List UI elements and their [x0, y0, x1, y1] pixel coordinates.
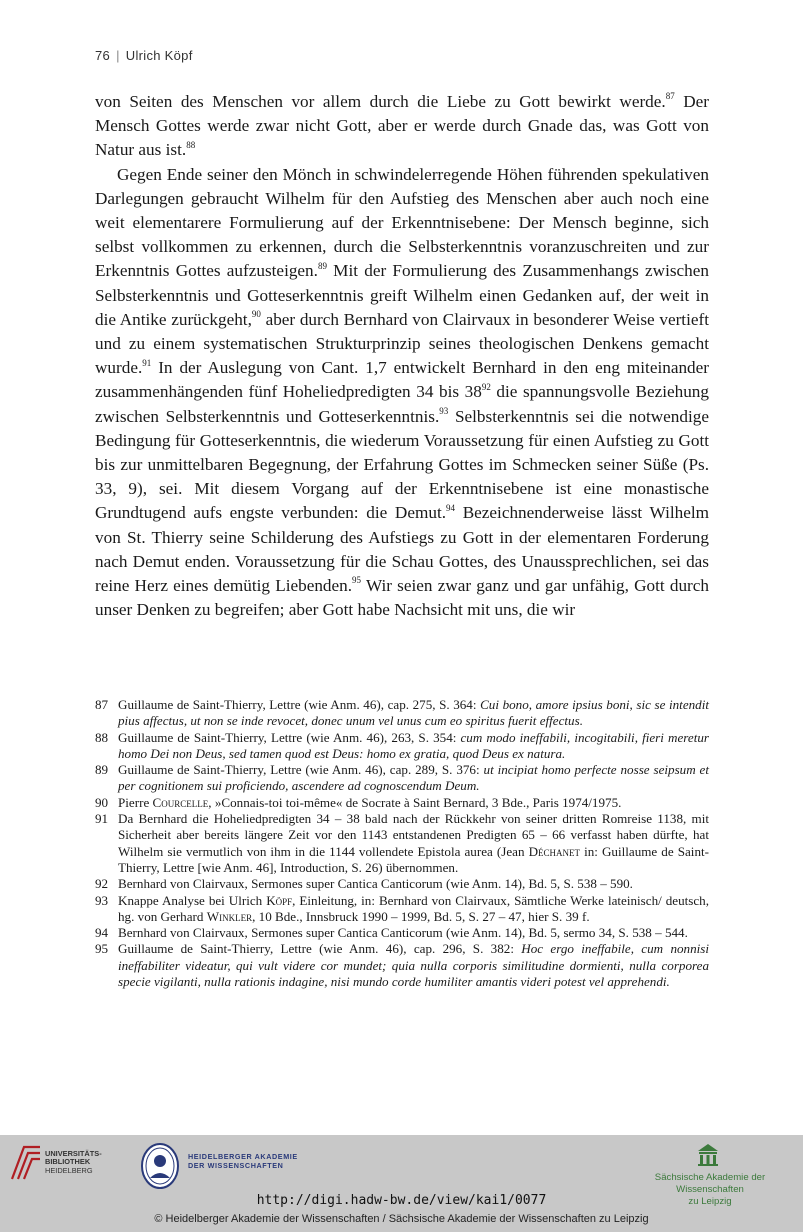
saw-line-1: Sächsische Akademie der Wissenschaften — [654, 1172, 766, 1195]
footnote-90 — [95, 795, 709, 811]
footnote-run: Guillaume de Saint-Thierry, Lettre (wie Anm. 46), cap. 289, S. 376: — [118, 762, 484, 778]
footnote-text — [118, 730, 709, 763]
footnote-ref-95[interactable]: 95 — [352, 575, 362, 586]
copyright-notice: © Heidelberger Akademie der Wissenschaften / Sächsische Akademie der Wissenschaften zu Leipzig — [154, 1213, 649, 1225]
ub-line-2: BIBLIOTHEK — [45, 1157, 91, 1167]
footnotes — [95, 697, 709, 990]
footnote-run: Guillaume de Saint-Thierry, Lettre (wie Anm. 46), cap. 296, S. 382: — [118, 941, 522, 957]
footnote-run: , 10 Bde., Innsbruck 1990 – 1999, Bd. 5, S. 27 – 47, hier S. 39 f. — [252, 908, 590, 924]
footnote-88 — [95, 730, 709, 763]
footnote-run: , Einleitung, in: Bernhard von Clairvaux, Sämtliche Werke lateinisch/ deutsch, hg. von Gerhard — [118, 892, 709, 924]
footnote-text: Bernhard von Clairvaux, Sermones super Cantica Canticorum (wie Anm. 14), Bd. 5, sermo 34, S. 538 – 544. — [118, 925, 688, 941]
footnote-run: Knappe Analyse bei Ulrich — [118, 892, 267, 908]
text-run: von Seiten des Menschen vor allem durch die Liebe zu Gott bewirkt werde. — [95, 92, 666, 111]
footnote-quote: Cui bono, amore ipsius boni, sic se intendit pius affectus, ut non se inde revocet, donec unum vel unus cum eo spiritus fuerit effectus. — [118, 697, 710, 729]
text-run: Mit der Formulierung des Zusammenhangs zwischen Selbsterkenntnis und Gotteserkenntnis greift Wilhelm einen Gedanken auf, der weit in die Antike zurückgeht, — [95, 261, 709, 329]
footnote-89 — [95, 762, 709, 795]
footnote-number: 88 — [95, 729, 109, 745]
footnote-95 — [95, 941, 709, 990]
hadw-line-2: DER WISSENSCHAFTEN — [188, 1161, 284, 1171]
text-run: Wir seien zwar ganz und gar unfähig, Gott durch unser Denken zu begreifen; aber Gott habe Nachsicht mit uns, die wir — [95, 576, 709, 620]
main-text — [95, 90, 709, 622]
footnote-text: Bernhard von Clairvaux, Sermones super Cantica Canticorum (wie Anm. 14), Bd. 5, S. 538 – 590. — [118, 876, 633, 892]
footnote-number: 90 — [95, 794, 109, 810]
text-run: aber durch Bernhard von Clairvaux in besonderer Weise vertieft und zu einem systematischen Strukturprinzip seines theologischen Denkens gemacht wurde. — [95, 309, 709, 378]
paragraph-2 — [95, 163, 709, 623]
running-head-author: Ulrich Köpf — [125, 48, 193, 63]
running-head — [95, 48, 193, 63]
footnote-run: Guillaume de Saint-Thierry, Lettre (wie Anm. 46), cap. 275, S. 364: — [118, 697, 481, 712]
footnote-text — [118, 762, 709, 795]
footnote-ref-94[interactable]: 94 — [446, 502, 456, 513]
footnote-number: 91 — [95, 811, 109, 827]
text-run: Der Mensch Gottes werde zwar nicht Gott, aber er werde durch Gnade das, was Gott von Natur aus ist. — [95, 92, 710, 160]
footnote-quote: Hoc ergo ineffabile, cum nonnisi ineffabiliter videatur, qui vult videre cor mundet; quia nulla corporis similitudine dormienti, nulla corporea specie vigilanti, nulla rationis indagine, nisi mundo corde humiliter amantis videri potest vel apprehendi. — [118, 941, 710, 990]
footnote-number: 92 — [95, 876, 109, 892]
footnote-92 — [95, 876, 709, 892]
footnote-ref-87[interactable]: 87 — [665, 91, 675, 102]
footnote-run: Pierre — [118, 794, 153, 810]
footnote-number: 95 — [95, 941, 109, 957]
saw-line-2: zu Leipzig — [688, 1196, 732, 1207]
ub-line-3: HEIDELBERG — [45, 1165, 93, 1175]
footnote-ref-92[interactable]: 92 — [481, 381, 491, 392]
ub-line-1: UNIVERSITÄTS- — [45, 1149, 102, 1158]
text-run: die spannungsvolle Beziehung zwischen Selbsterkenntnis und Gotteserkenntnis. — [95, 382, 709, 426]
footnote-run: Guillaume de Saint-Thierry, Lettre (wie Anm. 46), 263, S. 354: — [118, 729, 461, 745]
footnote-quote: ut incipiat homo perfecte nosse seipsum et per cognitionem sui proficiendo, ascendere ad cognoscendum Deum. — [118, 762, 710, 794]
footnote-text — [118, 941, 709, 990]
text-run: Gegen Ende seiner den Mönch in schwindelerregende Höhen führenden spekulativen Darlegungen gebraucht Wilhelm für den Aufstieg des Menschen aber auch noch eine weit elementarere Formulierung auf der Erkenntnisebene: Der Mensch beginne, sich selbst vollkommen zu erkennen, durch die Selbsterkenntnis voranzuschreiten und zur Erkenntnis Gottes aufzusteigen. — [95, 164, 709, 281]
author-name: Courcelle — [152, 794, 209, 810]
footnote-text — [118, 795, 709, 811]
academy-seal-icon[interactable] — [140, 1142, 180, 1190]
footnote-number: 94 — [95, 925, 109, 941]
header-separator: | — [116, 48, 120, 63]
footnote-number: 93 — [95, 892, 109, 908]
paragraph-1 — [95, 90, 709, 163]
footnote-run: , »Connais-toi toi-même« de Socrate à Saint Bernard, 3 Bde., Paris 1974/1975. — [208, 794, 622, 810]
footnote-94 — [95, 925, 709, 941]
footnote-ref-88[interactable]: 88 — [186, 139, 196, 150]
footnote-ref-89[interactable]: 89 — [317, 260, 327, 271]
footnote-91 — [95, 811, 709, 876]
heidelberg-academy-wordmark[interactable] — [188, 1152, 298, 1171]
text-run: In der Auslegung von Cant. 1,7 entwickelt Bernhard in den eng miteinander zusammenhängenden fünf Hoheliedpredigten 34 bis 38 — [95, 358, 709, 402]
footnote-ref-91[interactable]: 91 — [142, 357, 152, 368]
hadw-line-1: HEIDELBERGER AKADEMIE — [188, 1152, 298, 1161]
author-name: Déchanet — [528, 843, 581, 859]
footnote-text — [118, 893, 709, 926]
text-run: Bezeichnenderweise lässt Wilhelm von St. Thierry seine Schilderung des Aufstiegs zu Gott in der elementaren Forderung nach Demut enden. Voraussetzung für die Schau Gottes, des Unaussprechlichen, sei das reine Herz eines demütig Liebenden. — [95, 503, 709, 596]
footnote-quote: cum modo ineffabili, incogitabili, fieri meretur homo Dei non Deus, sed tamen quod est Deus: homo ex gratia, quod Deus ex natura. — [118, 729, 709, 761]
footnote-93 — [95, 893, 709, 926]
page-number: 76 — [95, 48, 111, 63]
text-run: Selbsterkenntnis sei die notwendige Bedingung für Gotteserkenntnis, die wiederum Voraussetzung für einen Aufstieg zu Gott bis zur unmittelbaren Begegnung, der Erfahrung Gottes im Schmecken seiner Süße (Ps. 33, 9), sei. Mit diesem Vorgang auf der Erkenntnisebene ist eine monastische Grundtugend aufs engste verbunden: die Demut. — [95, 406, 709, 523]
author-name: Winkler — [206, 908, 253, 924]
footnote-text — [118, 697, 709, 730]
footnote-run: in: Guillaume de Saint-Thierry, Lettre [wie Anm. 46], Introduction, S. 26) übernommen. — [118, 843, 709, 875]
footnote-ref-93[interactable]: 93 — [439, 405, 449, 416]
footnote-run: Da Bernhard die Hoheliedpredigten 34 – 38 bald nach der Rückkehr von seiner dritten Romreise 1138, mit Sicherheit aber bereits längere Zeit vor den 1143 entstandenen Predigten 65 – 66 verfasst haben dürfte, hat Wilhelm sie vermutlich von ihm in die 1144 vollendete Epistola aurea (Jean — [118, 811, 709, 859]
saxon-academy-building-icon[interactable] — [697, 1143, 719, 1167]
footnote-number: 89 — [95, 762, 109, 778]
footnote-87 — [95, 697, 709, 730]
source-url-link[interactable]: http://digi.hadw-bw.de/view/kai1/0077 — [256, 1193, 547, 1208]
footnote-text — [118, 811, 709, 876]
footnote-ref-90[interactable]: 90 — [251, 309, 261, 320]
author-name: Köpf — [266, 892, 293, 908]
footnote-number: 87 — [95, 697, 109, 712]
university-library-wordmark[interactable] — [45, 1150, 102, 1175]
